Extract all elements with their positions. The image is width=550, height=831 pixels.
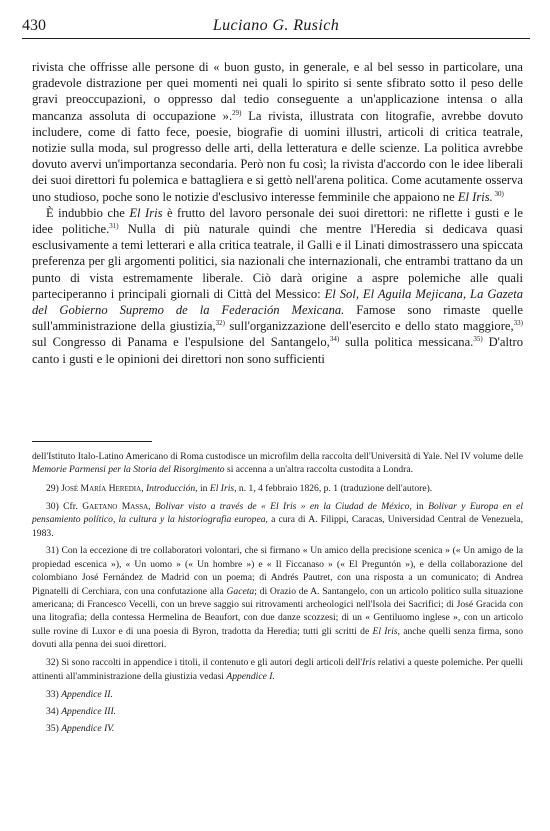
text-run: , n. 1, 4 febbraio 1826, p. 1 (traduzione dell'autore).	[234, 482, 433, 494]
italic-text: Iris	[362, 657, 376, 669]
paragraph	[32, 59, 523, 205]
italic-text: Gaceta	[226, 585, 255, 597]
footnote-continuation	[32, 450, 523, 477]
paragraph	[32, 205, 523, 367]
footnote-ref: 32)	[215, 319, 225, 328]
text-run: Nulla di più naturale quindi che mentre l'Heredia si dedicava quasi esclusivamente a temi letterari e alla critica teatrale, il Galli e il Linati dimostrassero una spiccata preferenza per gli argomenti politici, sia nazionali che internazionali, che entrambi trattano da un punto di vista estremamente liberale. Ciò darà origine a aspre polemiche alle quali parteciperanno i principali giornali di Città del Messico:	[32, 222, 523, 301]
page-number: 430	[22, 17, 46, 34]
text-run: 33)	[46, 688, 62, 700]
footnote	[32, 705, 523, 718]
running-title: Luciano G. Rusich	[212, 17, 340, 34]
text-run: sull'organizzazione dell'esercito e dello stato maggiore,	[224, 319, 514, 334]
text-run: dell'Istituto Italo-Latino Americano di Roma custodisce un microfilm della raccolta dell'Università di Yale. Nel IV volume delle	[32, 451, 523, 462]
text-run: sulla politica messicana.	[339, 335, 474, 350]
italic-text: El Sol, El Aguila Mejicana, La Gazeta del Gobierno Supremo de la Federación Mexicana.	[32, 286, 524, 318]
italic-text: Bolivar visto a través de « El Iris » en la Ciudad de México,	[154, 500, 412, 512]
text-run: ; di Orazio de A. Santangelo, con un articolo politico sulla situazione americana; di Francesco Vecelli, con un breve saggio sui ritrovamenti archeologici nell'Isola dei Sacrifici; di José Gracida con una litografia; della contessa Hermelina de Beaufort, con due danze scozzesi; di un « Gentiluomo inglese », con un articolo sulle rovine di Luxor e di una poesia di Byron, tradotta da Heredia; tutti gli scritti de	[32, 585, 523, 637]
text-run: in	[197, 482, 210, 494]
footnote	[32, 722, 523, 735]
footnote	[32, 482, 523, 495]
text-run: sul Congresso di Panama e l'espulsione del Santangelo,	[32, 335, 330, 350]
author-name: Gaetano Massa	[82, 500, 149, 512]
text-run: relativi a queste polemiche. Per quelli attinenti all'amministrazione della giustizia vedasi	[32, 657, 523, 682]
running-header	[22, 12, 530, 39]
text-run: è frutto del lavoro personale dei suoi direttori: ne riflette i gusti e le idee politiche.	[32, 205, 523, 237]
text-run: a cura di A. Filippi, Caracas, Universidad Central de Venezuela, 1983.	[32, 514, 523, 539]
text-run: in	[411, 500, 429, 512]
main-text	[32, 59, 523, 367]
footnote-ref: 35)	[473, 335, 483, 344]
text-run: 32) Si sono raccolti in appendice i titoli, il contenuto e gli autori degli articoli dell'	[46, 657, 363, 669]
footnotes	[32, 450, 523, 740]
footnote	[32, 688, 523, 701]
italic-text: Appendice II.	[61, 688, 113, 700]
italic-text: El Iris,	[372, 625, 400, 637]
italic-text: Memorie Parmensi per la Storia del Risorgimento	[32, 464, 225, 476]
italic-text: Appendice I.	[226, 670, 275, 682]
text-run: anche quelli senza firma, sono dovuti alla penna dei suoi direttori.	[32, 625, 524, 651]
italic-text: Appendice IV.	[61, 723, 115, 735]
text-run: ,	[141, 482, 146, 494]
footnote-rule	[32, 441, 152, 442]
italic-text: El Iris	[209, 482, 235, 494]
text-run: 29)	[46, 482, 62, 494]
text-run: 30) Cfr.	[46, 500, 83, 512]
text-run: Famose sono rimaste quelle sull'amministrazione della giustizia,	[32, 303, 523, 334]
text-run: rivista che offrisse alle persone di « buon gusto, in generale, e al bel sesso in particolare, una gradevole distrazione per quei momenti nei quali lo spirito si sente sfibrato sotto il peso delle gravi preoccupazioni, o oppresso dal tedio conseguente a un'applicazione intensa o alla mancanza assoluta di occupazione ».	[32, 60, 523, 123]
italic-text: Bolivar y Europa en el pensamiento político, la cultura y la historiografia europea,	[32, 500, 524, 526]
text-run: 34)	[46, 705, 62, 717]
footnote-ref: 29)	[232, 108, 242, 117]
footnote-ref: 31)	[109, 221, 119, 230]
footnote-ref: 30)	[492, 189, 504, 198]
footnote-ref: 33)	[513, 319, 523, 328]
text-run: È indubbio che	[46, 205, 130, 220]
text-run: 31) Con la eccezione di tre collaboratori volontari, che si firmano « Un amico della precisione scenica » (« Un amigo de la propiedad escenica »), « Un uomo » (« Un hombre ») e « Il Ficcanaso » (« El Preguntón »), e della collaborazione del colombiano José Fernández de Madrid con un poema; di Andrés Pautret, con una risposta a un comunicato; di Andrea Pignatelli di Cerchiara, con una confutazione alla	[32, 545, 523, 597]
text-run: La rivista, illustrata con litografie, avrebbe dovuto includere, come di fatto fece, poesie, biografie di uomini illustri, articoli di critica teatrale, notizie sulla moda, sul progresso delle arti, della letteratura e delle scienze. La politica avrebbe dovuto avervi un'importanza secondaria. Però non fu così; la rivista d'accordo con le idee liberali dei suoi direttori fu polemica e battagliera e si gettò nell'arena politica. Come acutamente osserva uno studioso, poche sono le notizie d'esclusivo interesse femminile che appaiono ne	[32, 108, 523, 204]
text-run: D'altro canto i gusti e le opinioni dei direttori non sono sufficienti	[32, 335, 524, 366]
italic-text: El Iris	[129, 205, 163, 220]
footnote	[32, 656, 523, 683]
author-name: José María Heredia	[61, 482, 142, 494]
italic-text: El Iris.	[457, 189, 493, 204]
text-run: 35)	[46, 723, 62, 735]
italic-text: Appendice III.	[61, 705, 117, 717]
footnote-ref: 34)	[329, 335, 340, 344]
footnote	[32, 544, 523, 651]
text-run: si accenna a un'altra raccolta custodita a Londra.	[224, 464, 414, 476]
footnote	[32, 500, 523, 540]
text-run: ,	[148, 500, 155, 512]
italic-text: Introducción,	[145, 482, 198, 494]
